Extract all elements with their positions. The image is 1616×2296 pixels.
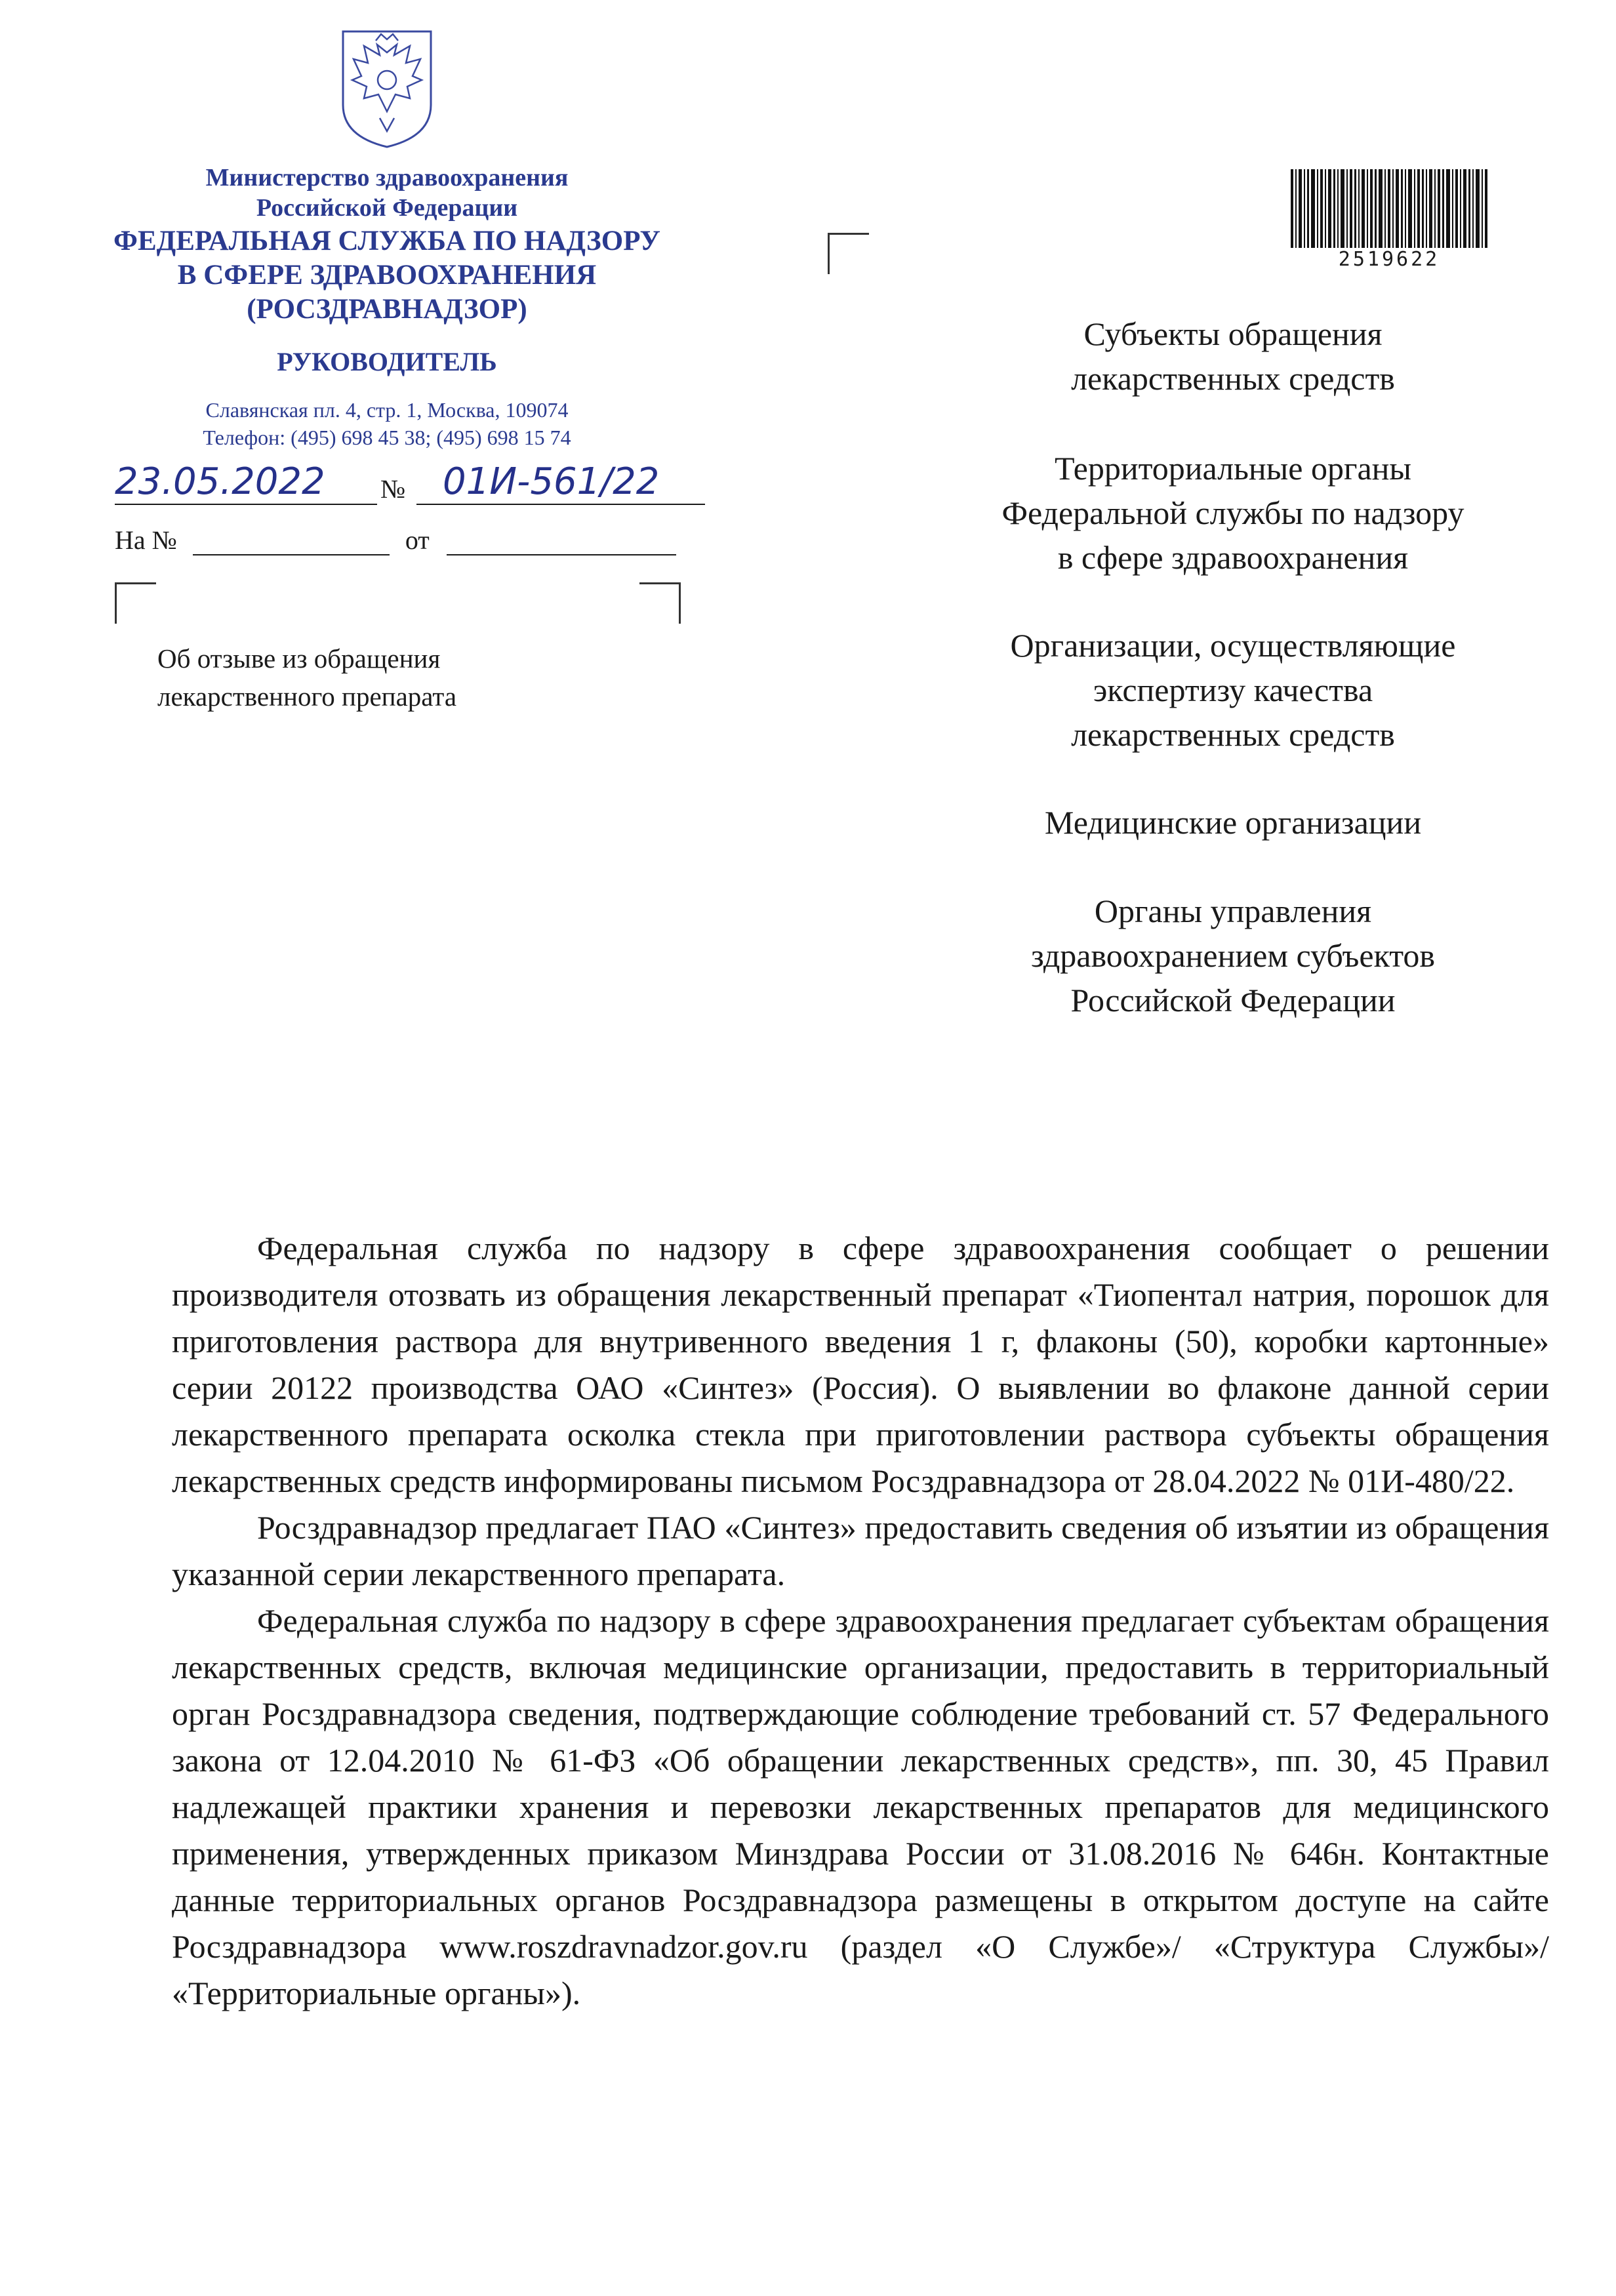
registration-date: 23.05.2022	[115, 460, 325, 503]
registration-line	[115, 447, 777, 513]
reply-number-blank	[193, 529, 390, 555]
recipient-line: Российской Федерации	[1070, 982, 1396, 1018]
recipient-2	[905, 446, 1561, 580]
ministry-name	[92, 163, 682, 223]
recipient-3	[905, 623, 1561, 757]
address-block	[92, 396, 682, 451]
recipient-line: Организации, осуществляющие	[1010, 627, 1456, 664]
from-label: от	[405, 525, 430, 555]
barcode-number: 2519622	[1338, 248, 1440, 271]
recipient-line: здравоохранением субъектов	[1030, 937, 1436, 974]
phone: Телефон: (495) 698 45 38; (495) 698 15 74	[203, 426, 571, 449]
reply-label: На №	[115, 525, 177, 555]
barcode	[1291, 169, 1487, 254]
recipient-4	[905, 800, 1561, 845]
reply-date-blank	[447, 529, 676, 555]
recipient-line: экспертизу качества	[1093, 672, 1373, 708]
subject-line1: Об отзыве из обращения	[157, 643, 441, 674]
subject-line2: лекарственного препарата	[157, 681, 457, 712]
letter-body	[172, 1225, 1549, 2017]
body-paragraph-2: Росздравнадзор предлагает ПАО «Синтез» предоставить сведения об изъятии из обращения указанной серии лекарственного препарата.	[172, 1509, 1549, 1592]
subject-corner-right	[639, 582, 681, 624]
reply-reference	[115, 525, 676, 555]
recipient-line: Федеральной службы по надзору	[1001, 494, 1465, 531]
recipient-line: Территориальные органы	[1054, 450, 1412, 487]
recipient-1	[905, 312, 1561, 401]
service-line2: В СФЕРЕ ЗДРАВООХРАНЕНИЯ	[177, 260, 597, 291]
recipient-5	[905, 889, 1561, 1022]
address-corner-mark	[828, 233, 869, 274]
recipient-line: Субъекты обращения	[1083, 315, 1383, 352]
recipient-line: Медицинские организации	[1044, 804, 1422, 841]
number-underline	[416, 504, 705, 505]
address: Славянская пл. 4, стр. 1, Москва, 109074	[205, 398, 569, 422]
subject-corner-left	[115, 582, 156, 624]
ministry-line1: Министерство здравоохранения	[205, 164, 569, 191]
recipient-line: в сфере здравоохранения	[1057, 539, 1409, 576]
ministry-line2: Российской Федерации	[256, 194, 518, 222]
recipient-line: лекарственных средств	[1071, 716, 1395, 753]
service-line3: (РОСЗДРАВНАДЗОР)	[247, 294, 527, 325]
body-paragraph-1: Федеральная служба по надзору в сфере здравоохранения сообщает о решении производителя отозвать из обращения лекарственный препарат «Тиопентал натрия, порошок для приготовления раствора для внутривенного введения 1 г, флаконы (50), коробки картонные» серии 20122 производства ОАО «Синтез» (Россия). О выявлении во флаконе данной серии лекарственного препарата осколка стекла при приготовлении раствора субъекты обращения лекарственных средств информированы письмом Росздравнадзора от 28.04.2022 № 01И-480/22.	[172, 1230, 1549, 1499]
recipient-line: Органы управления	[1094, 893, 1372, 929]
service-name	[92, 224, 682, 327]
coat-of-arms-emblem	[338, 26, 436, 151]
body-paragraph-3: Федеральная служба по надзору в сфере здравоохранения предлагает субъектам обращения лекарственных средств, включая медицинские организации, предоставить в территориальный орган Росздравнадзора сведения, подтверждающие соблюдение требований ст. 57 Федерального закона от 12.04.2010 № 61-ФЗ «Об обращении лекарственных средств», пп. 30, 45 Правил надлежащей практики хранения и перевозки лекарственных препаратов для медицинского применения, утвержденных приказом Минздрава России от 31.08.2016 № 646н. Контактные данные территориальных органов Росздравнадзора размещены в открытом доступе на сайте Росздравнадзора www.roszdravnadzor.gov.ru (раздел «О Службе»/ «Структура Службы»/ «Территориальные органы»).	[172, 1602, 1549, 2011]
date-underline	[115, 504, 377, 505]
recipient-line: лекарственных средств	[1071, 360, 1395, 397]
registration-number: 01И-561/22	[443, 460, 660, 503]
service-line1: ФЕДЕРАЛЬНАЯ СЛУЖБА ПО НАДЗОРУ	[113, 226, 660, 256]
subject	[157, 639, 616, 715]
head-title: РУКОВОДИТЕЛЬ	[277, 347, 497, 376]
number-sign: №	[380, 474, 406, 504]
